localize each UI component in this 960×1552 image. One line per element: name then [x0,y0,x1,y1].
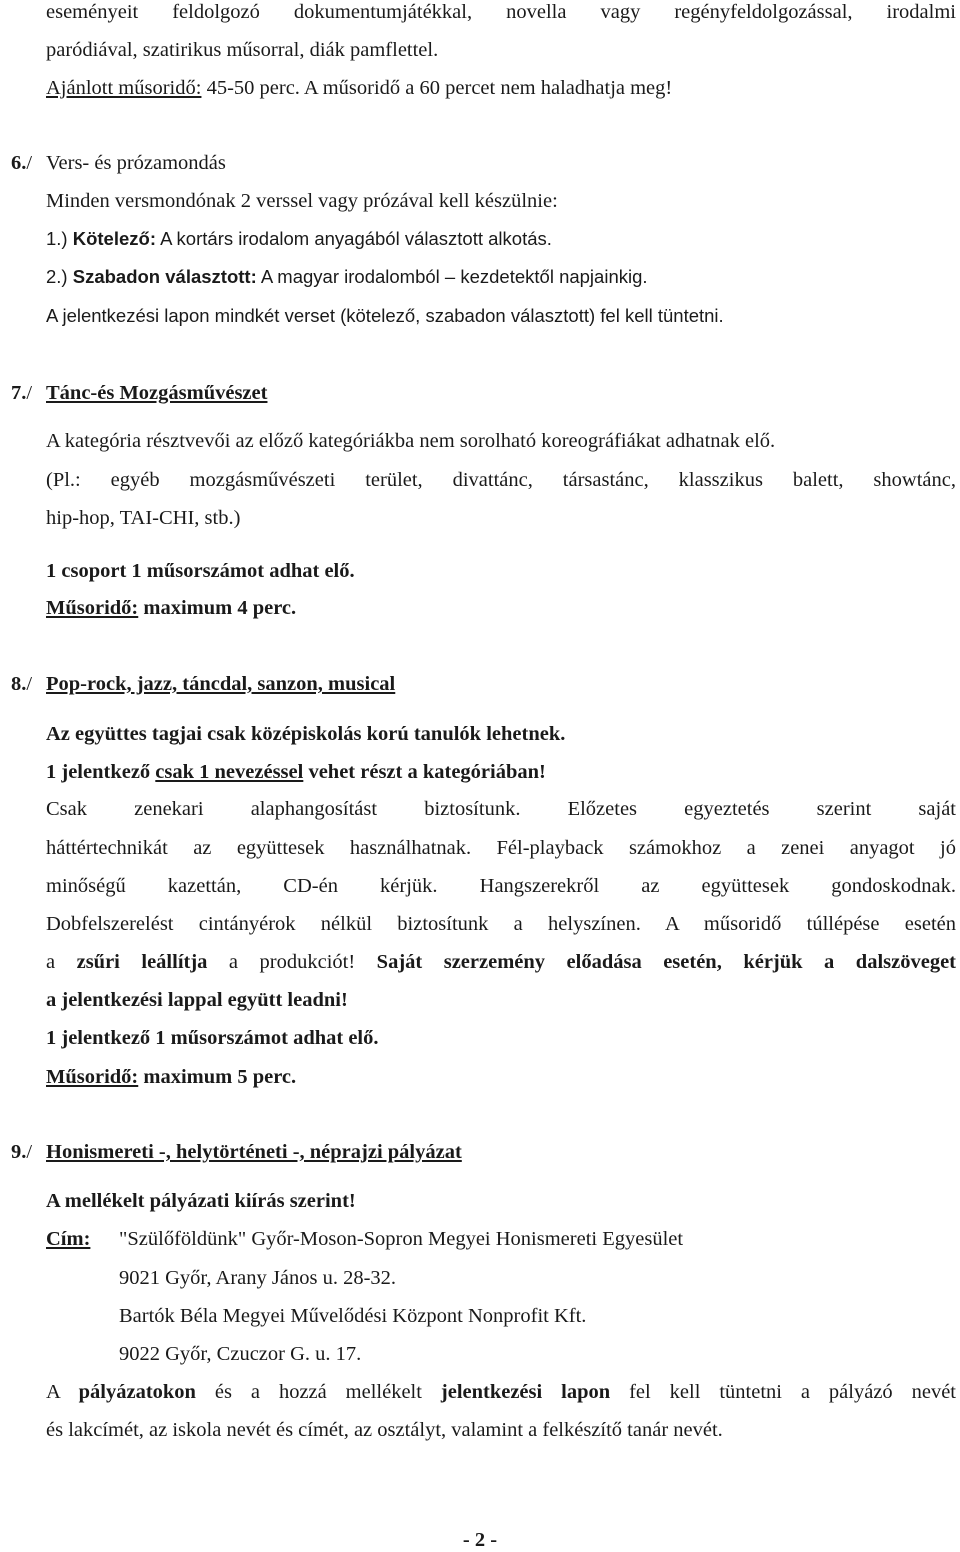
section-6-note: A jelentkezési lapon mindkét verset (kötelező, szabadon választott) fel kell tüntetni. [46,305,724,326]
item-2-label: Szabadon választott: [72,266,257,287]
section-7-title: Tánc-és Mozgásművészet [46,382,268,404]
address-line-4: 9022 Győr, Czuczor G. u. 17. [119,1343,362,1365]
section-7-para-1: A kategória résztvevői az előző kategóriákba nem sorolható koreográfiákat adhatnak elő. [46,430,776,452]
section-8-number: 8./ [11,673,33,695]
section-6-number: 6./ [11,152,33,174]
section-8-para-2: háttértechnikát az együttesek használhatnak. Fél-playback számokhoz a zenei anyagot jó [46,837,956,859]
section-8-para-6: a jelentkezési lappal együtt leadni! [46,989,348,1011]
section-7-para-2a: (Pl.: egyéb mozgásművészeti terület, divattánc, társastánc, klasszikus balett, showtánc, [46,469,956,491]
section-8-title: Pop-rock, jazz, táncdal, sanzon, musical [46,673,396,695]
intro-line-2: paródiával, szatirikus műsorral, diák pamflettel. [46,39,439,61]
duration-label: Ajánlott műsoridő: [46,77,202,99]
section-9-address-label: Cím: [46,1228,91,1250]
section-9-title: Honismereti -, helytörténeti -, néprajzi pályázat [46,1141,462,1163]
section-9-para-3: és lakcímét, az iskola nevét és címét, az osztályt, valamint a felkészítő tanár nevét. [46,1419,723,1441]
section-8-para-4: Dobfelszerelést cintányérok nélkül biztosítunk a helyszínen. A műsoridő túllépése esetén [46,913,956,935]
section-7-number: 7./ [11,382,33,404]
section-6-title: Vers- és prózamondás [46,152,226,174]
section-7-group: 1 csoport 1 műsorszámot adhat elő. [46,560,355,582]
section-6-item-2: 2.) Szabadon választott: A magyar irodalomból – kezdetektől napjainkig. [46,266,648,287]
section-6-item-1: 1.) Kötelező: A kortárs irodalom anyagából választott alkotás. [46,228,552,249]
section-8-para-5: a zsűri leállítja a produkciót! Saját szerzemény előadása esetén, kérjük a dalszöveget [46,951,956,973]
section-8-duration: Műsoridő: maximum 5 perc. [46,1066,297,1088]
section-8-para-7: 1 jelentkező 1 műsorszámot adhat elő. [46,1027,379,1049]
address-line-3: Bartók Béla Megyei Művelődési Központ Nonprofit Kft. [119,1305,587,1327]
section-7-duration: Műsoridő: maximum 4 perc. [46,597,297,619]
section-9-number: 9./ [11,1141,33,1163]
section-8-bold-2: 1 jelentkező csak 1 nevezéssel vehet részt a kategóriában! [46,761,546,783]
section-7-para-2b: hip-hop, TAI-CHI, stb.) [46,507,241,529]
page-number: - 2 - [462,1529,498,1551]
intro-duration [46,76,672,100]
section-8-bold-1: Az együttes tagjai csak középiskolás korú tanulók lehetnek. [46,723,566,745]
intro-line-1: eseményeit feldolgozó dokumentumjátékkal, novella vagy regényfeldolgozással, irodalmi [46,1,956,23]
item-1-label: Kötelező: [72,228,156,249]
address-line-2: 9021 Győr, Arany János u. 28-32. [119,1267,397,1289]
section-9-para-1: A mellékelt pályázati kiírás szerint! [46,1190,356,1212]
section-6-intro: Minden versmondónak 2 verssel vagy prózával kell készülnie: [46,190,558,212]
address-line-1: "Szülőföldünk" Győr-Moson-Sopron Megyei Honismereti Egyesület [119,1228,684,1250]
section-9-para-2: A pályázatokon és a hozzá mellékelt jelentkezési lapon fel kell tüntetni a pályázó nevét [46,1381,957,1403]
section-8-para-1: Csak zenekari alaphangosítást biztosítunk. Előzetes egyeztetés szerint saját [46,798,956,820]
duration-text: 45-50 perc. A műsoridő a 60 percet nem haladhatja meg! [201,77,673,99]
section-8-para-3: minőségű kazettán, CD-én kérjük. Hangszerekről az együttesek gondoskodnak. [46,875,956,897]
